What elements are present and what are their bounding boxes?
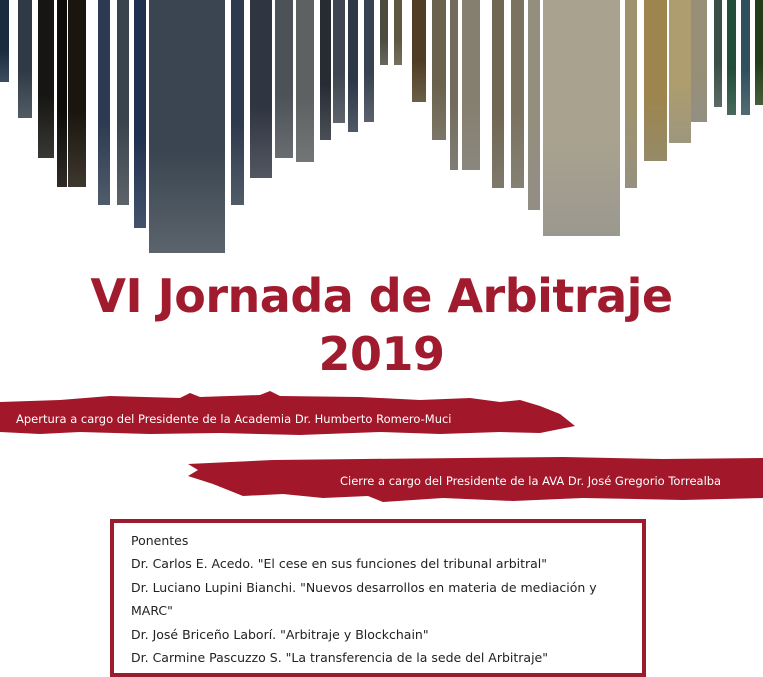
photo-strip [320,0,331,140]
photo-strip [57,0,67,187]
photo-strip [450,0,458,170]
photo-strip [0,0,9,82]
opening-banner [0,388,575,440]
photo-strip [394,0,402,65]
speaker-line: Dr. Luciano Lupini Bianchi. "Nuevos desarrollos en materia de mediación y [131,580,597,595]
photo-strip [727,0,736,115]
photo-strip [492,0,504,188]
photo-strip [714,0,722,107]
photo-strip [380,0,388,65]
photo-strip [149,0,225,253]
speakers-heading: Ponentes [131,533,189,548]
photo-strip [250,0,272,178]
photo-strip [462,0,480,170]
speakers-box [110,519,646,677]
photo-strip [755,0,763,105]
speaker-line: Dr. Carlos E. Acedo. "El cese en sus funciones del tribunal arbitral" [131,556,548,571]
photo-strip [348,0,358,132]
event-title: VI Jornada de Arbitraje [90,269,673,323]
photo-strip [511,0,524,188]
photo-strip [669,0,691,143]
speaker-line: MARC" [131,603,173,618]
photo-strip [134,0,146,228]
photo-strip [625,0,637,188]
speaker-line: Dr. Carmine Pascuzzo S. "La transferencia de la sede del Arbitraje" [131,650,548,665]
photo-strip [741,0,750,115]
photo-strip [333,0,345,123]
closing-text: Cierre a cargo del Presidente de la AVA Dr. José Gregorio Torrealba [340,474,722,488]
closing-banner [183,454,763,506]
photo-strip [364,0,374,122]
event-year: 2019 [318,327,445,381]
photo-strip [412,0,426,102]
photo-strip [98,0,110,205]
photo-strip [296,0,314,162]
photo-strip [18,0,32,118]
photo-strip [275,0,293,158]
opening-text: Apertura a cargo del Presidente de la Academia Dr. Humberto Romero-Muci [16,412,452,426]
photo-strip [68,0,86,187]
photo-strip [117,0,129,205]
building-photo-strips [0,0,763,260]
photo-strip [528,0,540,210]
photo-strip [231,0,244,205]
speaker-line: Dr. José Briceño Laborí. "Arbitraje y Blockchain" [131,627,429,642]
photo-strip [38,0,54,158]
photo-strip [691,0,707,122]
photo-strip [543,0,620,236]
photo-strip [432,0,446,140]
photo-strip [644,0,667,161]
